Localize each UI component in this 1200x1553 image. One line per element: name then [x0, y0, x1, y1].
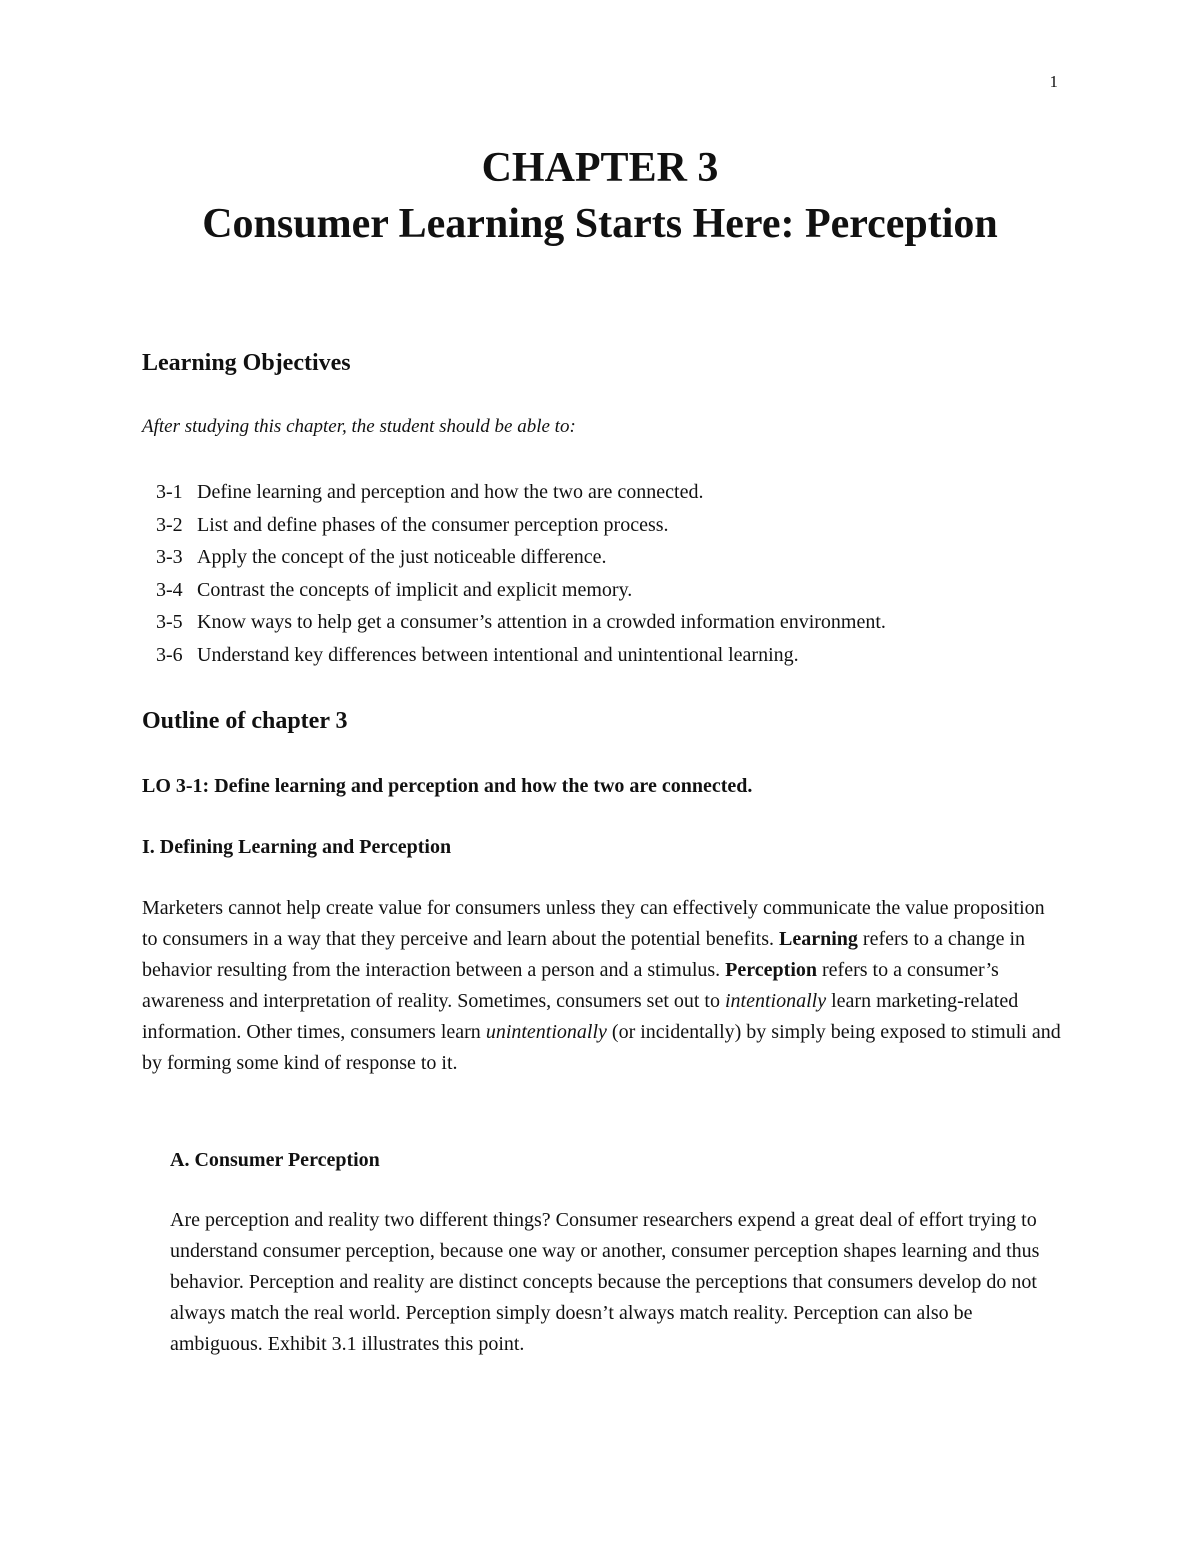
objective-item [156, 606, 886, 639]
objective-number: 3-6 [156, 643, 183, 666]
objective-number: 3-5 [156, 611, 183, 633]
term-learning: Learning [779, 928, 858, 950]
outline-heading: Outline of chapter 3 [142, 708, 348, 734]
objective-item [156, 541, 886, 574]
objective-text: Define learning and perception and how the two are connected. [197, 481, 704, 503]
paragraph-text: (or incidentally) by simply being exposed to stimuli and by forming some kind of response to it. [142, 1021, 1061, 1074]
objective-text: List and define phases of the consumer perception process. [197, 513, 669, 536]
emphasis-unintentionally: unintentionally [485, 1021, 607, 1043]
objective-number: 3-1 [156, 481, 183, 503]
objective-text: Know ways to help get a consumer’s attention in a crowded information environment. [197, 611, 886, 633]
chapter-subtitle: Consumer Learning Starts Here: Perception [202, 201, 998, 247]
paragraph-text: refers to a consumer’s awareness and interpretation of reality. Sometimes, consumers set out to [142, 959, 999, 1012]
body-paragraph [142, 893, 1062, 1079]
objective-text: Apply the concept of the just noticeable difference. [197, 546, 607, 568]
section-heading: I. Defining Learning and Perception [142, 836, 452, 858]
objective-item [156, 476, 886, 509]
objectives-intro: After studying this chapter, the student should be able to: [142, 416, 576, 437]
objective-number: 3-3 [156, 546, 183, 568]
page-number: 1 [1049, 72, 1058, 91]
objective-number: 3-4 [156, 578, 183, 601]
objective-item [156, 509, 886, 542]
objective-item [156, 574, 886, 607]
paragraph-text: refers to a change in behavior resulting from the interaction between a person and a stimulus. [142, 928, 1026, 981]
subsection-heading: A. Consumer Perception [170, 1149, 380, 1171]
paragraph-text: learn marketing-related information. Other times, consumers learn [142, 990, 1019, 1043]
objective-text: Understand key differences between intentional and unintentional learning. [197, 643, 799, 666]
objective-number: 3-2 [156, 513, 183, 536]
emphasis-intentionally: intentionally [725, 990, 827, 1012]
objective-text: Contrast the concepts of implicit and explicit memory. [197, 578, 633, 601]
lo-heading: LO 3-1: Define learning and perception and how the two are connected. [142, 775, 753, 797]
subsection-paragraph: Are perception and reality two different things? Consumer researchers expend a great deal of effort trying to understand consumer perception, because one way or another, consumer perception shapes learning and thus behavior. Perception and reality are distinct concepts because the perceptions that consumers develop do not always match the real world. Perception simply doesn’t always match reality. Perception can also be ambiguous. Exhibit 3.1 illustrates this point. [170, 1209, 1040, 1355]
learning-objectives-heading: Learning Objectives [142, 350, 351, 376]
term-perception: Perception [725, 959, 817, 981]
objective-item [156, 639, 886, 672]
chapter-title: CHAPTER 3 [481, 145, 719, 191]
paragraph-text: Marketers cannot help create value for consumers unless they can effectively communicate the value proposition to consumers in a way that they perceive and learn about the potential benefits. [142, 897, 1045, 950]
objectives-list [156, 476, 886, 671]
